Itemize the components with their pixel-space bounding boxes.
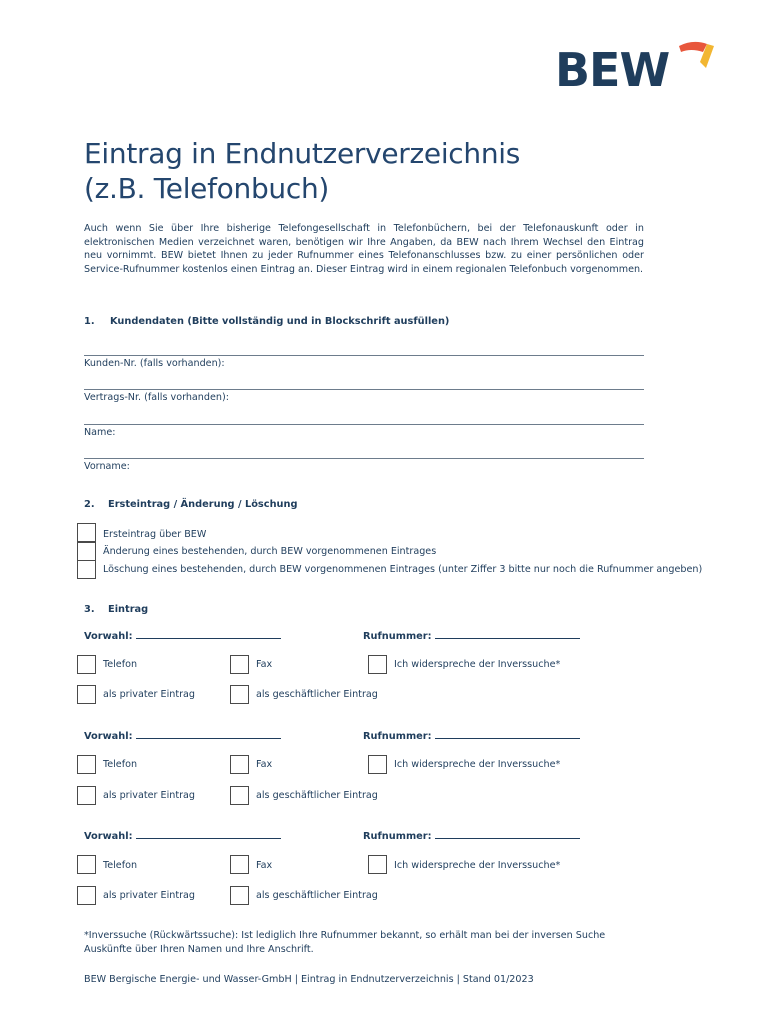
name-line	[84, 424, 644, 425]
entry-2-phone-number	[363, 730, 580, 742]
area-code-label: Vorwahl:	[84, 831, 133, 842]
intro-paragraph: Auch wenn Sie über Ihre bisherige Telefongesellschaft in Telefonbüchern, bei der Telefonauskunft oder in elektronischen Medien verzeichnet waren, benötigen wir Ihre Angaben, da BEW nach Ihrem Wechsel den Eintrag neu vornimmt. BEW bietet Ihnen zu jeder Rufnummer eines Telefonanschlusses bzw. zu einer persönlichen oder Service-Rufnummer kostenlos einen Eintrag an. Dieser Eintrag wird in einem regionalen Telefonbuch vorgenommen.	[84, 223, 644, 275]
area-code-input[interactable]	[136, 830, 281, 839]
logo-text: BEW	[555, 43, 670, 97]
first-entry-label: Ersteintrag über BEW	[103, 529, 207, 540]
entry-1-telefon-label: Telefon	[103, 659, 138, 670]
entry-1-private-checkbox[interactable]	[77, 685, 96, 704]
entry-2-private-checkbox[interactable]	[77, 786, 96, 805]
change-entry-checkbox[interactable]	[77, 542, 96, 561]
entry-1-phone-number	[363, 630, 580, 642]
entry-3-inverse-checkbox[interactable]	[368, 855, 387, 874]
entry-3-private-label: als privater Eintrag	[103, 890, 195, 901]
entry-2-private-label: als privater Eintrag	[103, 790, 195, 801]
first-entry-checkbox[interactable]	[77, 523, 96, 542]
entry-3-business-label: als geschäftlicher Eintrag	[256, 890, 378, 901]
entry-3-telefon-checkbox[interactable]	[77, 855, 96, 874]
customer-number-field[interactable]: Kunden-Nr. (falls vorhanden):	[84, 358, 225, 369]
section-3-number: 3.	[84, 604, 95, 615]
change-entry-label: Änderung eines bestehenden, durch BEW vorgenommenen Eintrages	[103, 546, 437, 557]
section-1-title: Kundendaten (Bitte vollständig und in Blockschrift ausfüllen)	[110, 316, 450, 327]
entry-3-fax-checkbox[interactable]	[230, 855, 249, 874]
delete-entry-label: Löschung eines bestehenden, durch BEW vorgenommenen Eintrages (unter Ziffer 3 bitte nur noch die Rufnummer angeben)	[103, 564, 703, 575]
phone-number-input[interactable]	[435, 830, 580, 839]
entry-1-business-checkbox[interactable]	[230, 685, 249, 704]
entry-3-private-checkbox[interactable]	[77, 886, 96, 905]
phone-number-input[interactable]	[435, 630, 580, 639]
entry-1-area-code	[84, 630, 281, 642]
customer-number-line	[84, 355, 644, 356]
entry-2-business-checkbox[interactable]	[230, 786, 249, 805]
area-code-label: Vorwahl:	[84, 631, 133, 642]
phone-number-label: Rufnummer:	[363, 731, 432, 742]
area-code-input[interactable]	[136, 630, 281, 639]
entry-3-telefon-label: Telefon	[103, 860, 138, 871]
footnote-inverse-search: *Inverssuche (Rückwärtssuche): Ist lediglich Ihre Rufnummer bekannt, so erhält man bei der inversen Suche Auskünfte über Ihren Namen und Ihre Anschrift.	[84, 930, 606, 955]
entry-1-inverse-checkbox[interactable]	[368, 655, 387, 674]
entry-1-fax-label: Fax	[256, 659, 273, 670]
phone-number-label: Rufnummer:	[363, 631, 432, 642]
entry-1-inverse-label: Ich widerspreche der Inverssuche*	[394, 659, 561, 670]
entry-2-inverse-checkbox[interactable]	[368, 755, 387, 774]
phone-number-input[interactable]	[435, 730, 580, 739]
entry-2-telefon-checkbox[interactable]	[77, 755, 96, 774]
entry-1-private-label: als privater Eintrag	[103, 689, 195, 700]
entry-2-fax-checkbox[interactable]	[230, 755, 249, 774]
entry-3-inverse-label: Ich widerspreche der Inverssuche*	[394, 860, 561, 871]
contract-number-field[interactable]: Vertrags-Nr. (falls vorhanden):	[84, 392, 229, 403]
entry-2-inverse-label: Ich widerspreche der Inverssuche*	[394, 759, 561, 770]
name-field[interactable]: Name:	[84, 427, 116, 438]
section-3-heading	[84, 604, 148, 615]
phone-number-label: Rufnummer:	[363, 831, 432, 842]
entry-1-telefon-checkbox[interactable]	[77, 655, 96, 674]
page-title	[84, 136, 520, 206]
area-code-input[interactable]	[136, 730, 281, 739]
first-name-field[interactable]: Vorname:	[84, 461, 130, 472]
entry-2-area-code	[84, 730, 281, 742]
first-name-line	[84, 458, 644, 459]
area-code-label: Vorwahl:	[84, 731, 133, 742]
delete-entry-checkbox[interactable]	[77, 560, 96, 579]
section-2-title: Ersteintrag / Änderung / Löschung	[108, 499, 298, 510]
entry-2-fax-label: Fax	[256, 759, 273, 770]
entry-3-area-code	[84, 830, 281, 842]
section-2-number: 2.	[84, 499, 95, 510]
entry-2-business-label: als geschäftlicher Eintrag	[256, 790, 378, 801]
contract-number-line	[84, 389, 644, 390]
section-3-title: Eintrag	[108, 604, 149, 615]
bew-logo	[555, 40, 715, 96]
entry-3-phone-number	[363, 830, 580, 842]
logo-accent-icon	[673, 40, 715, 70]
title-line-1: Eintrag in Endnutzerverzeichnis	[84, 137, 521, 170]
page-footer: BEW Bergische Energie- und Wasser-GmbH | Eintrag in Endnutzerverzeichnis | Stand 01/2023	[84, 974, 534, 985]
entry-1-business-label: als geschäftlicher Eintrag	[256, 689, 378, 700]
entry-1-fax-checkbox[interactable]	[230, 655, 249, 674]
title-line-2: (z.B. Telefonbuch)	[84, 172, 330, 205]
section-1-heading	[84, 316, 449, 327]
section-1-number: 1.	[84, 316, 95, 327]
entry-3-fax-label: Fax	[256, 860, 273, 871]
entry-3-business-checkbox[interactable]	[230, 886, 249, 905]
entry-2-telefon-label: Telefon	[103, 759, 138, 770]
section-2-heading	[84, 499, 298, 510]
